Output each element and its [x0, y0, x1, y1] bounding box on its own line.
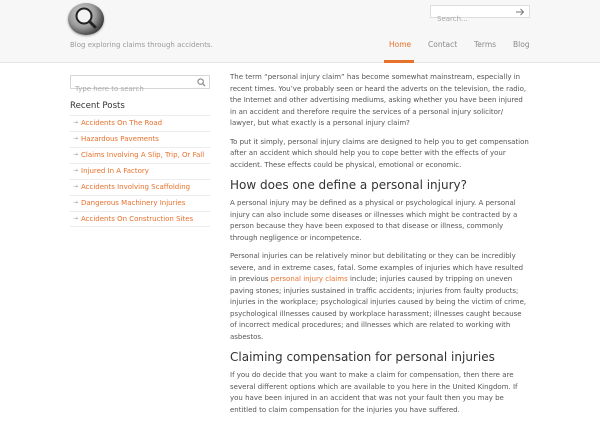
article-paragraph: [230, 251, 530, 343]
arrow-right-icon: →: [73, 119, 79, 126]
list-item: [70, 179, 210, 195]
paragraph-text: include; injuries caused by tripping on uneven paving stones; injuries sustained in traffic accidents; injuries from faulty products; injuries in the workplace; psychological injuries caused by being the victim of crime, psychological illnesses caused by workplace harassment; illnesses caught because of incorrect medical procedures; and illnesses which are related to working with asbestos.: [230, 275, 527, 341]
recent-post-link[interactable]: Dangerous Machinery Injuries: [81, 199, 186, 207]
arrow-right-icon[interactable]: [515, 7, 525, 17]
recent-post-link[interactable]: Hazardous Pavements: [81, 135, 159, 143]
arrow-right-icon: →: [73, 215, 79, 222]
list-item: [70, 147, 210, 163]
site-header: [0, 0, 600, 63]
personal-injury-claims-link[interactable]: personal injury claims: [270, 275, 348, 283]
sidebar-search-input[interactable]: [71, 83, 191, 95]
arrow-right-icon: →: [73, 183, 79, 190]
article-heading: Claiming compensation for personal injuries: [230, 350, 495, 364]
nav-terms[interactable]: Terms: [474, 40, 497, 49]
article-paragraph: The term “personal injury claim” has become somewhat mainstream, especially in recent times. You’ve probably seen or heard the adverts on the television, the radio, the Internet and other advertising mediums, asking whether you have been injured in an accident and therefore require the services of a personal injury solicitor/ lawyer, but what exactly is a personal injury claim?: [230, 73, 527, 127]
article-paragraph: A personal injury may be defined as a physical or psychological injury. A personal injury can also include some diseases or illnesses which might be contracted by a person because they have been exposed to that disease or illness, commonly through negligence or incompetence.: [230, 199, 518, 242]
list-item: [70, 195, 210, 211]
header-search-input[interactable]: [431, 14, 511, 25]
article-heading: How does one define a personal injury?: [230, 178, 467, 192]
article-paragraph: To put it simply, personal injury claims are designed to help you to get compensation after an accident which should help you to cope better with the effects of your accident. These effects could be physical, emotional or economic.: [230, 137, 529, 169]
nav-home[interactable]: Home: [389, 40, 412, 49]
recent-posts-heading: Recent Posts: [70, 101, 125, 111]
arrow-right-icon: →: [73, 151, 79, 158]
recent-post-link[interactable]: Accidents On The Road: [81, 119, 163, 127]
arrow-right-icon: →: [73, 135, 79, 142]
recent-post-link[interactable]: Accidents Involving Scaffolding: [81, 183, 191, 191]
recent-post-link[interactable]: Claims Involving A Slip, Trip, Or Fall: [81, 151, 205, 159]
header-search: [430, 5, 530, 18]
search-icon[interactable]: [197, 78, 206, 87]
list-item: [70, 131, 210, 147]
recent-post-link[interactable]: Accidents On Construction Sites: [81, 215, 194, 223]
list-item: [70, 211, 210, 227]
arrow-right-icon: →: [73, 199, 79, 206]
list-item: [70, 115, 210, 131]
list-item: [70, 163, 210, 179]
nav-active-indicator: [384, 60, 414, 63]
magnifier-logo-icon[interactable]: [68, 3, 104, 35]
nav-blog[interactable]: Blog: [513, 40, 530, 49]
sidebar-search: [70, 75, 210, 89]
article-body: [230, 72, 530, 423]
arrow-right-icon: →: [73, 167, 79, 174]
recent-posts-list: [70, 115, 210, 227]
site-tagline: Blog exploring claims through accidents.: [70, 41, 213, 49]
article-paragraph: If you do decide that you want to make a claim for compensation, then there are several different options which are available to you here in the United Kingdom. If you have been injured in an accident that was not your fault then you may be entitled to claim compensation for the injuries you have suffered.: [230, 371, 518, 414]
paragraph-text: Personal injuries can be relatively minor but debilitating or they can be incredibly severe, and in extreme cases, fatal. Some examples of injuries which have resulted in previous: [230, 252, 524, 283]
nav-contact[interactable]: Contact: [428, 40, 458, 49]
recent-post-link[interactable]: Injured In A Factory: [81, 167, 149, 175]
